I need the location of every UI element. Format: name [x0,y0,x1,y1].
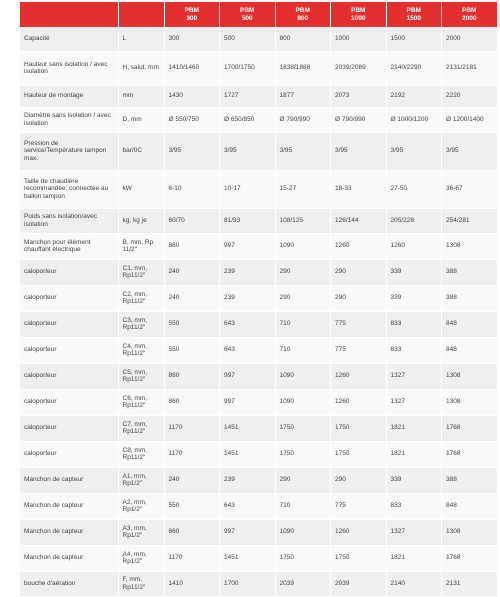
table-row [20,441,497,467]
value-cell: 240 [164,259,220,285]
value-cell: 290 [331,467,387,493]
parameter-name-cell: caloporteur [20,415,118,441]
unit-cell: kg, kg je [118,208,164,233]
value-cell: 205/228 [386,208,442,233]
value-cell: Ø 550/750 [164,107,220,132]
value-cell: 848 [442,337,498,363]
value-cell: 860 [164,363,220,389]
parameter-name-cell: caloporteur [20,363,118,389]
value-cell: 290 [275,259,331,285]
value-cell: 3/95 [164,132,220,170]
unit-cell: mm [118,85,164,107]
table-row [20,85,497,107]
value-cell: 60/70 [164,208,220,233]
value-cell: 643 [220,311,276,337]
value-cell: 1170 [164,545,220,571]
parameter-name-cell: Capacité [20,27,118,51]
parameter-name-cell: Poids sans isolation/avec isolation [20,208,118,233]
value-cell: 1327 [386,363,442,389]
value-cell: 1000 [331,27,387,51]
value-cell: 3/95 [220,132,276,170]
value-cell: 1750 [275,415,331,441]
header-cell-model [386,2,442,27]
spec-table-body [20,27,497,596]
value-cell: 1750 [331,545,387,571]
model-brand: PBM [351,7,366,14]
value-cell: 1260 [331,519,387,545]
table-row [20,132,497,170]
value-cell: 643 [220,493,276,519]
header-cell-model [164,2,220,27]
header-cell-model [275,2,331,27]
value-cell: 1500 [386,27,442,51]
unit-cell: A2, mm, Rp1/2" [118,493,164,519]
table-row [20,467,497,493]
value-cell: 550 [164,493,220,519]
unit-cell: A1, mm, Rp1/2" [118,467,164,493]
value-cell: 126/144 [331,208,387,233]
parameter-name-cell: Pression de service/Température tampon max. [20,132,118,170]
value-cell: 997 [220,233,276,259]
parameter-name-cell: Diamètre sans isolation / avec isolation [20,107,118,132]
value-cell: 775 [331,311,387,337]
value-cell: 860 [164,519,220,545]
value-cell: Ø 1200/1400 [442,107,498,132]
value-cell: 2039/2089 [331,51,387,85]
value-cell: 18-33 [331,170,387,208]
value-cell: 2073 [331,85,387,107]
header-cell-model [220,2,276,27]
value-cell: 1700 [220,571,276,596]
value-cell: 1090 [275,389,331,415]
value-cell: 848 [442,493,498,519]
value-cell: 1750 [275,441,331,467]
value-cell: 775 [331,493,387,519]
value-cell: 1821 [386,415,442,441]
table-row [20,389,497,415]
unit-cell: L [118,27,164,51]
model-brand: PBM [295,7,310,14]
table-row [20,233,497,259]
value-cell: 2039 [275,571,331,596]
unit-cell: C3, mm, Rp11/2" [118,311,164,337]
parameter-name-cell: Taille de chaudière recommandée, connectée au ballon tampon [20,170,118,208]
unit-cell: B, mm, Rp 11/2" [118,233,164,259]
model-number: 300 [186,14,198,22]
value-cell: 3/95 [275,132,331,170]
spec-table [20,2,498,597]
parameter-name-cell: caloporteur [20,259,118,285]
unit-cell: A3, mm, Rp1/2" [118,519,164,545]
table-row [20,493,497,519]
unit-cell: D, mm [118,107,164,132]
value-cell: 240 [164,467,220,493]
value-cell: 800 [275,27,331,51]
unit-cell: C4, mm, Rp11/2" [118,337,164,363]
value-cell: 388 [442,285,498,311]
value-cell: 1260 [331,389,387,415]
table-row [20,285,497,311]
parameter-name-cell: caloporteur [20,311,118,337]
unit-cell: bar/0C [118,132,164,170]
header-cell-model [442,2,498,27]
table-row [20,107,497,132]
table-row [20,259,497,285]
value-cell: 239 [220,467,276,493]
value-cell: 290 [331,259,387,285]
value-cell: 339 [386,259,442,285]
value-cell: 36-67 [442,170,498,208]
value-cell: 1838/1888 [275,51,331,85]
value-cell: 997 [220,519,276,545]
value-cell: 1768 [442,545,498,571]
value-cell: 6-10 [164,170,220,208]
value-cell: 1308 [442,363,498,389]
header-row [20,2,497,27]
model-brand: PBM [462,7,477,14]
value-cell: 775 [331,337,387,363]
value-cell: 254/281 [442,208,498,233]
value-cell: 2140 [386,571,442,596]
value-cell: 860 [164,233,220,259]
value-cell: 27-50 [386,170,442,208]
table-row [20,170,497,208]
value-cell: 1451 [220,545,276,571]
unit-cell: H, salut, mm [118,51,164,85]
value-cell: Ø 1000/1200 [386,107,442,132]
value-cell: 833 [386,337,442,363]
value-cell: 1308 [442,519,498,545]
model-number: 2000 [462,14,477,22]
value-cell: 1090 [275,519,331,545]
parameter-name-cell: caloporteur [20,285,118,311]
value-cell: 1768 [442,441,498,467]
parameter-name-cell: Manchon de capteur [20,493,118,519]
value-cell: 1410/1460 [164,51,220,85]
value-cell: 1750 [331,441,387,467]
value-cell: 300 [164,27,220,51]
table-row [20,571,497,596]
parameter-name-cell: Hauteur sans isolation / avec isolation [20,51,118,85]
value-cell: 1821 [386,545,442,571]
value-cell: 15-27 [275,170,331,208]
value-cell: 290 [331,285,387,311]
value-cell: 1327 [386,389,442,415]
value-cell: 1821 [386,441,442,467]
value-cell: 1430 [164,85,220,107]
value-cell: 239 [220,285,276,311]
value-cell: 339 [386,285,442,311]
value-cell: 550 [164,311,220,337]
value-cell: 1260 [331,233,387,259]
table-row [20,363,497,389]
unit-cell: C2, mm, Rp11/2" [118,285,164,311]
parameter-name-cell: bouche d'aération [20,571,118,596]
value-cell: 710 [275,311,331,337]
value-cell: 2039 [331,571,387,596]
table-row [20,51,497,85]
table-row [20,208,497,233]
table-row [20,27,497,51]
value-cell: 1308 [442,389,498,415]
value-cell: 1451 [220,415,276,441]
value-cell: 2220 [442,85,498,107]
parameter-name-cell: Manchon pour élément chauffant électrique [20,233,118,259]
table-row [20,311,497,337]
value-cell: 2000 [442,27,498,51]
unit-cell: C6, mm, Rp11/2" [118,389,164,415]
value-cell: 1090 [275,233,331,259]
value-cell: 81/93 [220,208,276,233]
value-cell: 1170 [164,415,220,441]
value-cell: 3/95 [442,132,498,170]
spec-table-header [20,2,497,27]
value-cell: 1750 [331,415,387,441]
value-cell: 1727 [220,85,276,107]
parameter-name-cell: Manchon de capteur [20,467,118,493]
value-cell: 108/125 [275,208,331,233]
value-cell: 1260 [331,363,387,389]
value-cell: 240 [164,285,220,311]
unit-cell: F, mm, Rp11/2" [118,571,164,596]
value-cell: 1750 [275,545,331,571]
value-cell: Ø 790/990 [331,107,387,132]
value-cell: 860 [164,389,220,415]
value-cell: 710 [275,337,331,363]
value-cell: Ø 790/990 [275,107,331,132]
header-cell-unit [118,2,164,27]
value-cell: 339 [386,467,442,493]
parameter-name-cell: caloporteur [20,389,118,415]
unit-cell: kW [118,170,164,208]
unit-cell: C8, mm, Rp11/2" [118,441,164,467]
model-brand: PBM [240,7,255,14]
value-cell: 388 [442,259,498,285]
value-cell: 1260 [386,233,442,259]
model-number: 1500 [406,14,421,22]
value-cell: 2131 [442,571,498,596]
value-cell: 2192 [386,85,442,107]
model-number: 1000 [351,14,366,22]
unit-cell: C1, mm, Rp11/2" [118,259,164,285]
parameter-name-cell: caloporteur [20,441,118,467]
value-cell: 997 [220,363,276,389]
value-cell: 1308 [442,233,498,259]
model-brand: PBM [406,7,421,14]
value-cell: 1090 [275,363,331,389]
value-cell: 239 [220,259,276,285]
value-cell: 1410 [164,571,220,596]
model-number: 800 [297,14,309,22]
header-cell-model [331,2,387,27]
unit-cell: A4, mm, Rp1/2" [118,545,164,571]
value-cell: 848 [442,311,498,337]
value-cell: 3/95 [386,132,442,170]
value-cell: 2131/2181 [442,51,498,85]
unit-cell: C5, mm, Rp11/2" [118,363,164,389]
parameter-name-cell: Manchon de capteur [20,519,118,545]
parameter-name-cell: Manchon de capteur [20,545,118,571]
model-brand: PBM [184,7,199,14]
value-cell: 3/95 [331,132,387,170]
value-cell: 1877 [275,85,331,107]
value-cell: 833 [386,493,442,519]
unit-cell: C7, mm, Rp11/2" [118,415,164,441]
table-row [20,545,497,571]
value-cell: 388 [442,467,498,493]
parameter-name-cell: caloporteur [20,337,118,363]
value-cell: 1170 [164,441,220,467]
value-cell: 290 [275,285,331,311]
value-cell: 10-17 [220,170,276,208]
value-cell: 710 [275,493,331,519]
table-row [20,337,497,363]
parameter-name-cell: Hauteur de montage [20,85,118,107]
table-row [20,519,497,545]
value-cell: 643 [220,337,276,363]
model-number: 500 [241,14,253,22]
value-cell: 1700/1750 [220,51,276,85]
value-cell: 2140/2290 [386,51,442,85]
value-cell: 500 [220,27,276,51]
value-cell: Ø 650/850 [220,107,276,132]
value-cell: 997 [220,389,276,415]
header-cell-parameter [20,2,118,27]
value-cell: 833 [386,311,442,337]
table-row [20,415,497,441]
value-cell: 290 [275,467,331,493]
value-cell: 1451 [220,441,276,467]
value-cell: 1327 [386,519,442,545]
value-cell: 550 [164,337,220,363]
value-cell: 1768 [442,415,498,441]
